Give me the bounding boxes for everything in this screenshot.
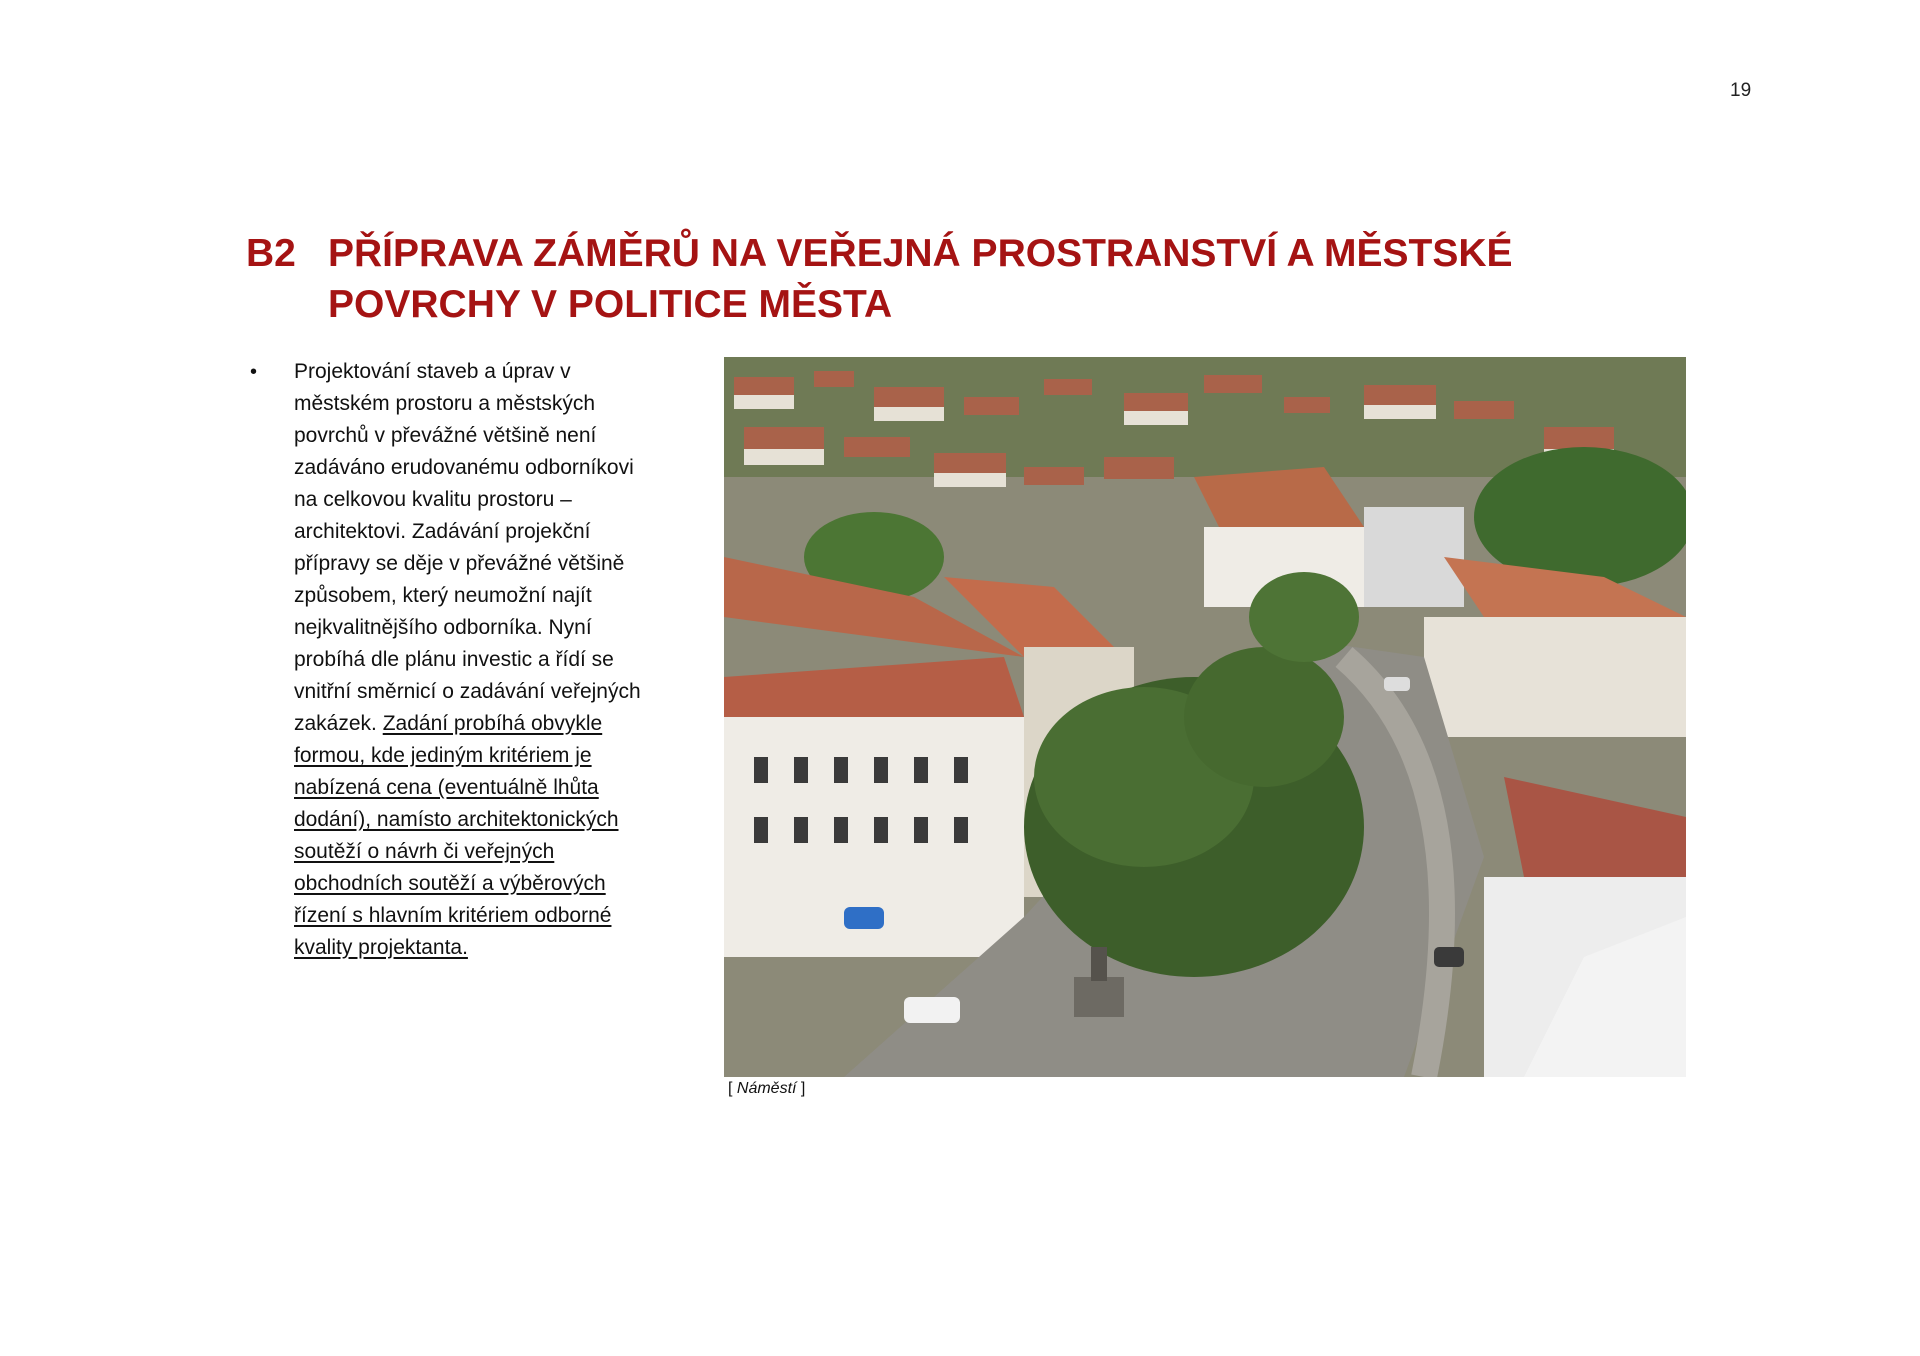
bullet-text [294, 356, 660, 964]
page-number: 19 [1730, 80, 1752, 101]
paragraph-underlined-text: Zadání probíhá obvykle formou, kde jediným kritériem je nabízená cena (eventuálně lhůta dodání), namísto architektonických soutěží o návrh či veřejných obchodních soutěží a výběrových řízení s hlavním kritériem odborné kvality projektanta. [294, 712, 619, 959]
section-title: PŘÍPRAVA ZÁMĚRŮ NA VEŘEJNÁ PROSTRANSTVÍ A MĚSTSKÉ POVRCHY V POLITICE MĚSTA [328, 232, 1513, 326]
bullet-paragraph [250, 356, 660, 964]
town-square-photo [724, 357, 1686, 1077]
bullet-icon: • [250, 361, 258, 383]
section-heading [246, 228, 1706, 330]
caption-close-bracket: ] [796, 1080, 806, 1097]
section-number: B2 [246, 232, 296, 275]
photo-caption [728, 1080, 805, 1098]
caption-open-bracket: [ [728, 1080, 737, 1097]
caption-text: Náměstí [736, 1080, 797, 1097]
aerial-town-illustration [724, 357, 1686, 1077]
paragraph-plain-text: Projektování staveb a úprav v městském prostoru a městských povrchů v převážné většině není zadáváno erudovanému odborníkovi na celkovou kvalitu prostoru – architektovi. Zadávání projekční přípravy se děje v převážné většině způsobem, který neumožní najít nejkvalitnějšího odborníka. Nyní probíhá dle plánu investic a řídí se vnitřní směrnicí o zadávání veřejných zakázek. [294, 360, 641, 735]
